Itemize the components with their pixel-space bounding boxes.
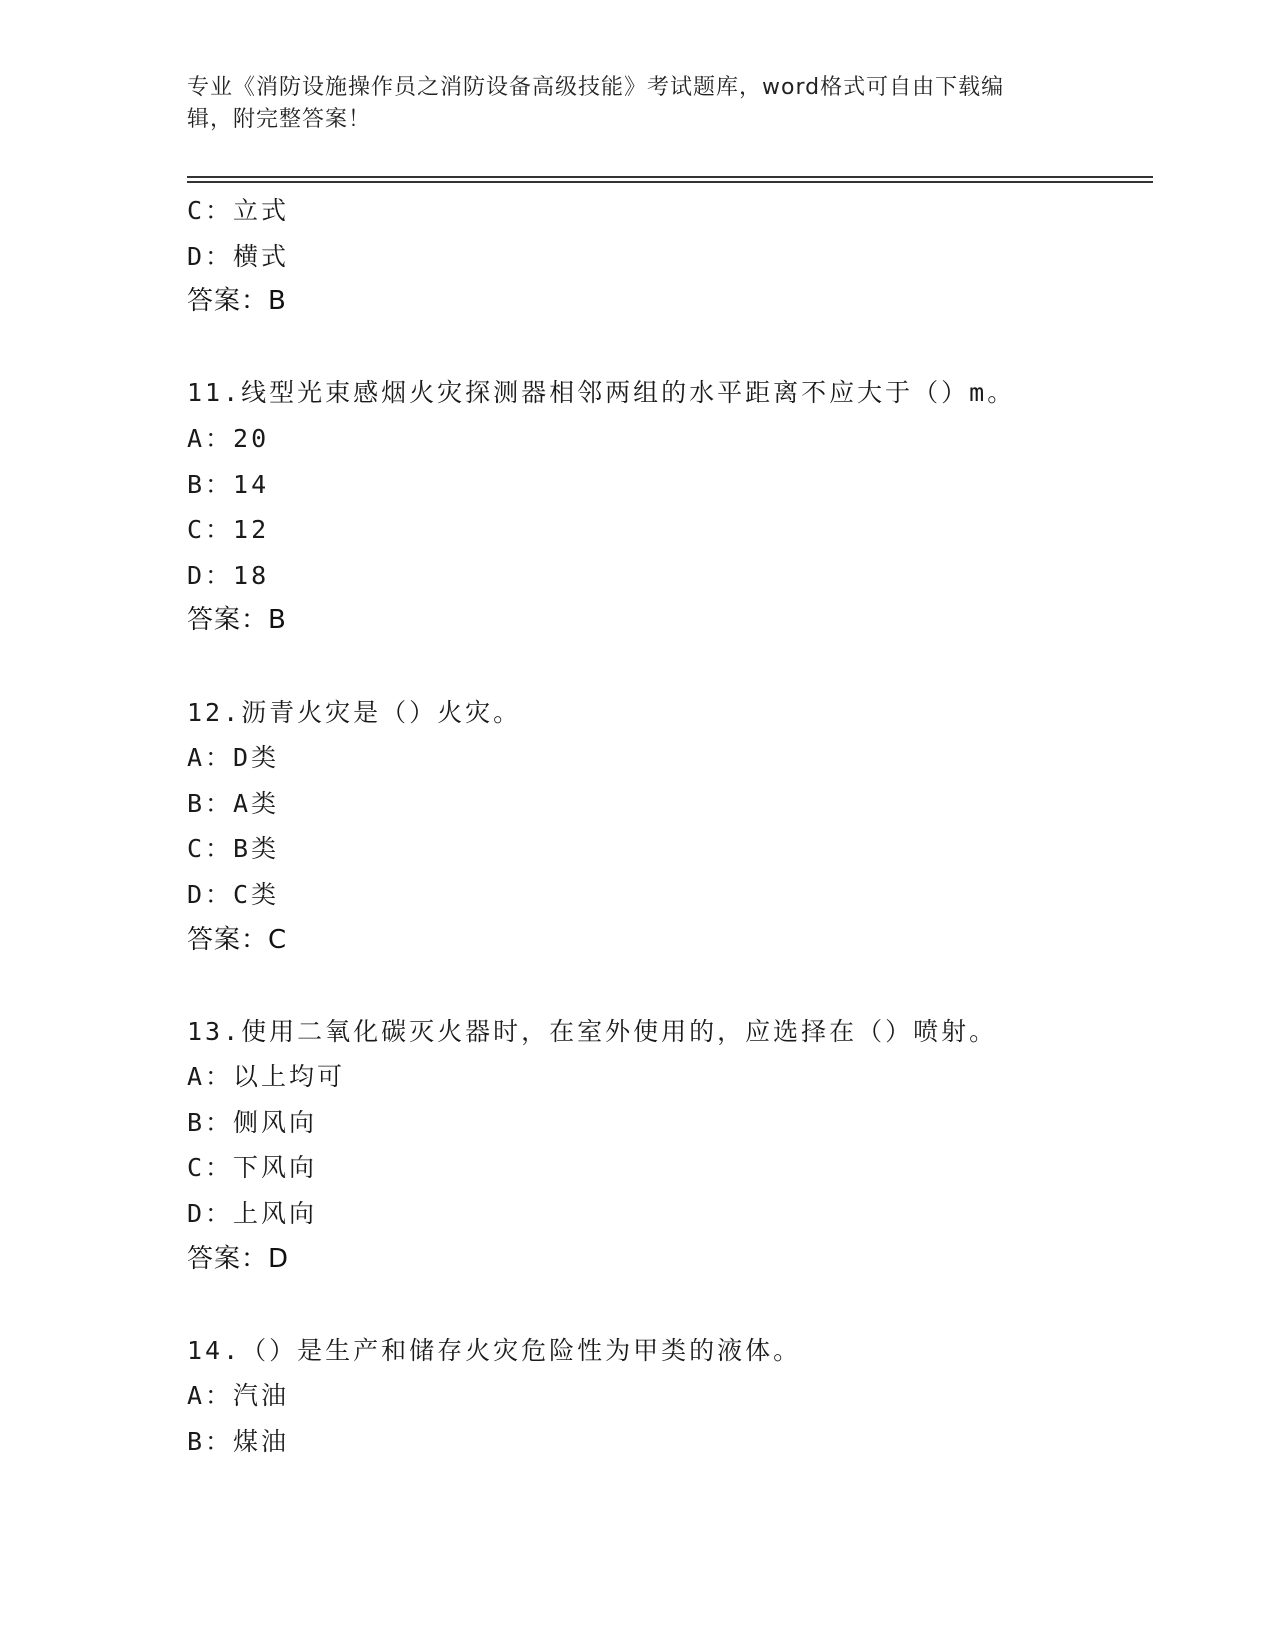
spacer: [187, 963, 1153, 1009]
answer-line: 答案：C: [187, 924, 288, 955]
option-d: D：横式: [187, 241, 290, 271]
option-b: B：侧风向: [187, 1107, 318, 1137]
question-14: [187, 1328, 1153, 1465]
spacer: [187, 1282, 1153, 1328]
option-c: C：12: [187, 515, 270, 545]
header-line-1: 专业《消防设施操作员之消防设备高级技能》考试题库，word格式可自由下载编: [187, 75, 1005, 100]
question-11: [187, 370, 1153, 644]
header-line-2: 辑，附完整答案！: [187, 107, 372, 132]
option-c: C：立式: [187, 196, 290, 225]
previous-question-tail: [187, 188, 1153, 325]
header-divider-bottom: [187, 181, 1153, 183]
spacer: [187, 325, 1153, 371]
option-a: A：以上均可: [187, 1062, 346, 1092]
option-d: D：18: [187, 560, 270, 590]
option-d: D：上风向: [187, 1199, 318, 1229]
question-12: [187, 690, 1153, 964]
option-c: C：下风向: [187, 1153, 318, 1183]
answer-line: 答案：B: [187, 286, 287, 317]
option-b: B：14: [187, 469, 270, 499]
option-c: C：B类: [187, 834, 280, 864]
question-stem: 12.沥青火灾是（）火灾。: [187, 697, 522, 727]
question-stem: 11.线型光束感烟火灾探测器相邻两组的水平距离不应大于（）m。: [187, 378, 1016, 408]
option-a: A：20: [187, 423, 270, 453]
answer-line: 答案：D: [187, 1243, 290, 1274]
option-b: B：煤油: [187, 1427, 290, 1457]
question-stem: 13.使用二氧化碳灭火器时，在室外使用的，应选择在（）喷射。: [187, 1016, 998, 1046]
spacer: [187, 644, 1153, 690]
option-a: A：D类: [187, 743, 280, 773]
option-b: B：A类: [187, 788, 280, 818]
question-stem: 14.（）是生产和储存火灾危险性为甲类的液体。: [187, 1335, 802, 1365]
question-13: [187, 1009, 1153, 1283]
question-list: [187, 188, 1153, 1465]
header-divider-top: [187, 176, 1153, 178]
answer-line: 答案：B: [187, 605, 287, 636]
option-a: A：汽油: [187, 1381, 290, 1411]
document-header: [187, 72, 1067, 136]
option-d: D：C类: [187, 879, 280, 909]
